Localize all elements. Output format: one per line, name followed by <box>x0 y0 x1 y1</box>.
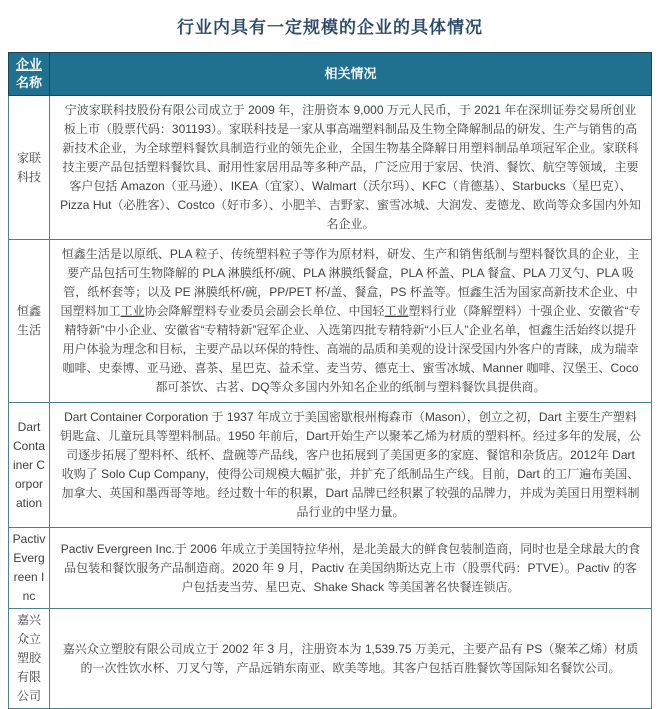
company-name-cell: 嘉兴众立塑胶有限公司 <box>9 609 50 709</box>
company-name-cell: Dart Container Corporation <box>9 403 50 528</box>
keyword-link[interactable]: 工业 <box>120 304 145 318</box>
table-row <box>9 403 652 528</box>
table-row <box>9 609 652 709</box>
company-name-cell: Pactiv Evergreen Inc <box>9 528 50 609</box>
table-header <box>9 53 652 96</box>
company-name-cell: 恒鑫生活 <box>9 240 50 403</box>
header-row <box>9 53 652 96</box>
company-header-keyword-link[interactable]: 企业 <box>15 57 42 72</box>
company-header-line2: 名称 <box>15 75 42 90</box>
company-details-cell: 恒鑫生活是以原纸、PLA 粒子、传统塑料粒子等作为原材料，研发、生产和销售纸制与塑料餐饮具的企业，主要产品包括可生物降解的 PLA 淋膜纸杯/碗、PLA 淋膜纸餐盒，PLA 杯盖、PLA 餐盒、PLA 刀叉勺、PLA 吸管，纸杯套等；以及 PE 淋膜纸杯/碗，PP/PET 杯/盖、餐盒，PS 杯盖等。恒鑫生活为国家高新技术企业、中国塑料加工工业协会降解塑料专业委员会副会长单位、中国轻工业塑料行业（降解塑料）十强企业、安徽省“专精特新”中小企业、安徽省“专精特新”冠军企业、入选第四批专精特新“小巨人”企业名单，恒鑫生活始终以提升用户体验为理念和目标，主要产品以环保的特性、高端的品质和美观的设计深受国内外客户的青睐，成为瑞幸咖啡、史泰博、亚马逊、喜茶、星巴克、益禾堂、麦当劳、德克士、蜜雪冰城、Manner 咖啡、汉堡王、Coco 都可茶饮、古茗、DQ等众多国内外知名企业的纸制与塑料餐饮具提供商。 <box>50 240 652 403</box>
company-details-cell: Dart Container Corporation 于 1937 年成立于美国密歇根州梅森市（Mason），创立之初，Dart 主要生产塑料钥匙盒、儿童玩具等塑料制品。1950 年前后，Dart开始生产以聚苯乙烯为材质的塑料杯。经过多年的发展，公司逐步拓展了塑料杯、纸杯、盘碗等产品线，客户也拓展到了美国更多的家庭、餐馆和杂货店。2012年 Dart 收购了 Solo Cup Company，使得公司规模大幅扩张，并扩充了纸制品生产线。目前，Dart 的工厂遍布美国、加拿大、英国和墨西哥等地。经过数十年的积累，Dart 品牌已经积累了较强的品牌力，并成为美国日用塑料制品行业的中坚力量。 <box>50 403 652 528</box>
table-body <box>9 96 652 709</box>
company-name-cell: 家联科技 <box>9 96 50 240</box>
company-details-cell: 嘉兴众立塑胶有限公司成立于 2002 年 3 月，注册资本为 1,539.75 万美元，主要产品有 PS（聚苯乙烯）材质的一次性饮水杯、刀叉勺等，产品远销东南亚、欧美等地。其客户包括百胜餐饮等国际知名餐饮公司。 <box>50 609 652 709</box>
company-details-cell: Pactiv Evergreen Inc.于 2006 年成立于美国特拉华州，是北美最大的鲜食包装制造商，同时也是全球最大的食品包装和餐饮服务产品制造商。2020 年 9 月，Pactiv 在美国纳斯达克上市（股票代码：PTVE）。Pactiv 的客户包括麦当劳、星巴克、Shake Shack 等美国著名快餐连锁店。 <box>50 528 652 609</box>
page-title: 行业内具有一定规模的企业的具体情况 <box>177 18 483 37</box>
details-header: 相关情况 <box>50 53 652 96</box>
company-info-table <box>8 52 652 709</box>
company-details-cell: 宁波家联科技股份有限公司成立于 2009 年，注册资本 9,000 万元人民币，于 2021 年在深圳证券交易所创业板上市（股票代码：301193）。家联科技是一家从事高端塑料制品及生物全降解制品的研发、生产与销售的高新技术企业，为全球塑料餐饮具制造行业的领先企业，全国生物基全降解日用塑料制品单项冠军企业。家联科技主要产品包括塑料餐饮具、耐用性家居用品等多种产品，广泛应用于家居、快消、餐饮、航空等领域，主要客户包括 Amazon（亚马逊）、IKEA（宜家）、Walmart（沃尔玛）、KFC（肯德基）、Starbucks（星巴克）、Pizza Hut（必胜客）、Costco（好市多）、小肥羊、吉野家、蜜雪冰城、大润发、麦德龙、欧尚等众多国内外知名企业。 <box>50 96 652 240</box>
table-row <box>9 96 652 240</box>
table-row <box>9 240 652 403</box>
keyword-link[interactable]: 工业 <box>384 304 409 318</box>
table-row <box>9 528 652 609</box>
company-name-header <box>9 53 50 96</box>
